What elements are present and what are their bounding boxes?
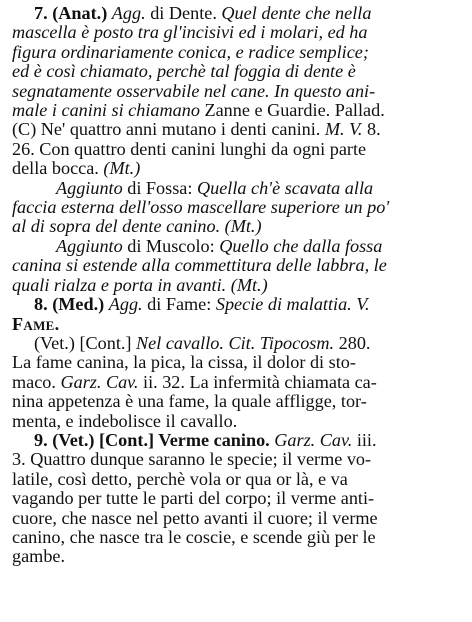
text-line: 9. (Vet.) [Cont.] Verme canino. Garz. Cav. iii. xyxy=(34,430,377,450)
text-line: 7. (Anat.) Agg. di Dente. Quel dente che nella xyxy=(34,4,372,23)
text-line: figura ordinariamente conica, e radice semplice; xyxy=(12,42,369,62)
text-line: al di sopra del dente canino. (Mt.) xyxy=(12,217,262,237)
text-line: della bocca. (Mt.) xyxy=(12,159,141,179)
entry-text xyxy=(12,237,462,295)
text-line: quali rialza e porta in avanti. (Mt.) xyxy=(12,275,268,295)
text-line: (C) Ne' quattro anni mutano i denti canini. M. V. 8. xyxy=(12,120,381,140)
text-line: Aggiunto di Muscolo: Quello che dalla fossa xyxy=(56,236,383,256)
text-line: ed è così chiamato, perchè tal foggia di dente è xyxy=(12,62,356,82)
text-line: menta, e indebolisce il cavallo. xyxy=(12,411,238,431)
text-line: Fame. xyxy=(12,314,60,334)
text-line: maco. Garz. Cav. ii. 32. La infermità chiamata ca- xyxy=(12,372,377,392)
text-line: cuore, che nasce nel petto avanti il cuore; il verme xyxy=(12,508,378,528)
text-line: La fame canina, la pica, la cissa, il dolor di sto- xyxy=(12,353,356,373)
text-line: mascella è posto tra gl'incisivi ed i molari, ed ha xyxy=(12,23,368,43)
entry-text xyxy=(12,4,462,179)
text-line: Aggiunto di Fossa: Quella ch'è scavata alla xyxy=(56,178,374,198)
entry-text xyxy=(12,334,462,431)
text-line: canina si estende alla commettitura delle labbra, le xyxy=(12,256,387,276)
text-line: segnatamente osservabile nel cane. In questo ani- xyxy=(12,81,376,101)
entry-text xyxy=(12,431,462,567)
text-line: 8. (Med.) Agg. di Fame: Specie di malattia. V. xyxy=(34,295,370,315)
text-line: male i canini si chiamano Zanne e Guardie. Pallad. xyxy=(12,101,385,121)
entry-text xyxy=(12,179,462,237)
text-line: nina appetenza è una fame, la quale affligge, tor- xyxy=(12,392,367,412)
text-line: latile, così detto, perchè vola or qua or là, e va xyxy=(12,469,348,489)
text-line: 3. Quattro dunque saranno le specie; il verme vo- xyxy=(12,450,372,470)
text-line: 26. Con quattro denti canini lunghi da ogni parte xyxy=(12,139,367,159)
text-line: (Vet.) [Cont.] Nel cavallo. Cit. Tipocosm. 280. xyxy=(34,333,371,353)
text-line: gambe. xyxy=(12,547,66,567)
text-line: canino, che nasce tra le coscie, e scende giù per le xyxy=(12,527,376,547)
text-line: vagando per tutte le parti del corpo; il verme anti- xyxy=(12,489,375,509)
entry-text xyxy=(12,295,462,334)
text-line: faccia esterna dell'osso mascellare superiore un po' xyxy=(12,198,390,218)
